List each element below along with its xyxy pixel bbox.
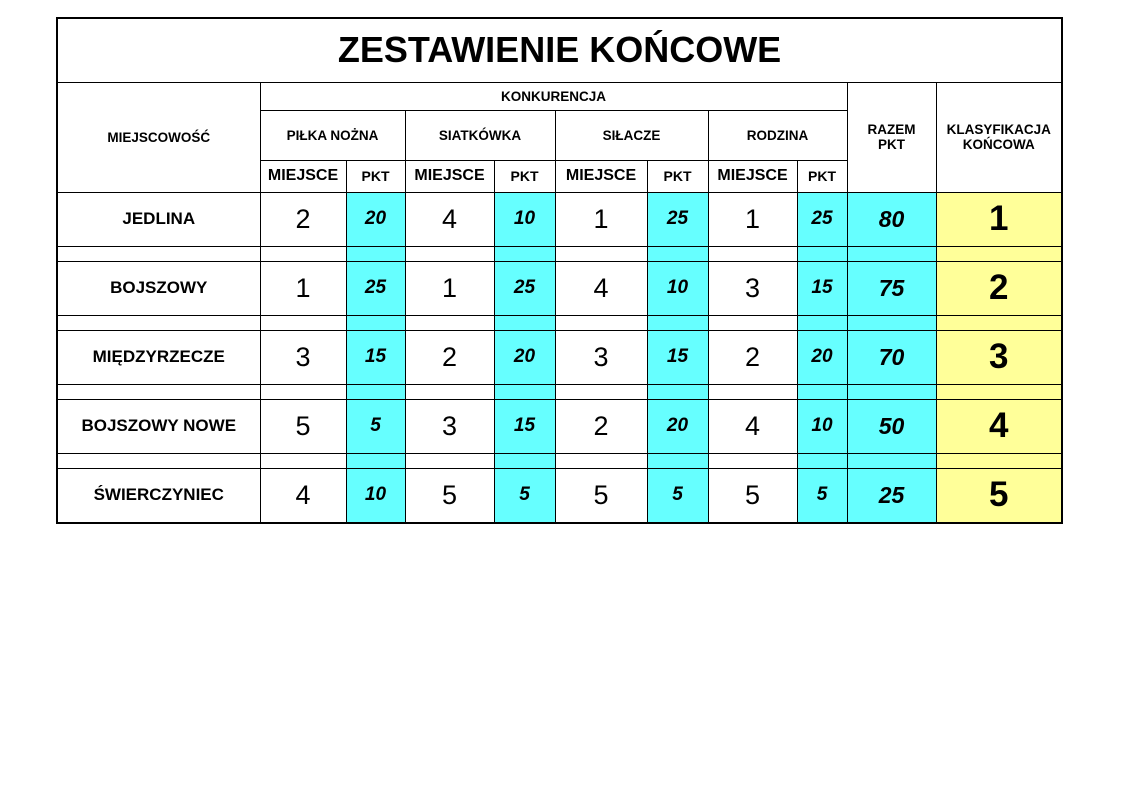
town-name: BOJSZOWY	[58, 261, 260, 315]
spacer-cell	[346, 315, 405, 330]
header-total-line1: RAZEM	[867, 122, 916, 137]
points-cell: 5	[797, 468, 847, 522]
place-cell: 5	[260, 399, 346, 453]
header-total-line2: PKT	[878, 137, 905, 152]
header-final-line2: KOŃCOWA	[962, 137, 1035, 152]
points-cell: 15	[647, 330, 708, 384]
spacer-cell	[260, 246, 346, 261]
spacer-cell	[58, 315, 260, 330]
spacer-cell	[58, 384, 260, 399]
spacer-row	[58, 453, 1061, 468]
header-final-line1: KLASYFIKACJA	[946, 122, 1051, 137]
subheader-points: PKT	[797, 160, 847, 192]
subheader-place: MIEJSCE	[555, 160, 647, 192]
place-cell: 5	[555, 468, 647, 522]
header-total	[847, 82, 936, 192]
spacer-cell	[647, 246, 708, 261]
points-cell: 10	[346, 468, 405, 522]
spacer-cell	[260, 315, 346, 330]
points-cell: 25	[797, 192, 847, 246]
table-row	[58, 468, 1061, 522]
place-cell: 4	[260, 468, 346, 522]
town-name: JEDLINA	[58, 192, 260, 246]
points-cell: 5	[494, 468, 555, 522]
header-final	[936, 82, 1061, 192]
points-cell: 5	[346, 399, 405, 453]
place-cell: 2	[555, 399, 647, 453]
final-rank-cell: 3	[936, 330, 1061, 384]
spacer-cell	[708, 315, 797, 330]
subheader-place: MIEJSCE	[260, 160, 346, 192]
total-points-cell: 50	[847, 399, 936, 453]
total-points-cell: 80	[847, 192, 936, 246]
subheader-points: PKT	[647, 160, 708, 192]
points-cell: 10	[797, 399, 847, 453]
header-discipline-football: PIŁKA NOŻNA	[260, 110, 405, 160]
points-cell: 10	[494, 192, 555, 246]
spacer-cell	[797, 384, 847, 399]
subheader-place: MIEJSCE	[405, 160, 494, 192]
spacer-cell	[647, 315, 708, 330]
place-cell: 1	[555, 192, 647, 246]
table-row	[58, 261, 1061, 315]
place-cell: 4	[405, 192, 494, 246]
place-cell: 4	[555, 261, 647, 315]
spacer-cell	[936, 453, 1061, 468]
results-sheet	[56, 17, 1063, 524]
final-rank-cell: 5	[936, 468, 1061, 522]
points-cell: 25	[494, 261, 555, 315]
spacer-row	[58, 384, 1061, 399]
spacer-cell	[405, 453, 494, 468]
place-cell: 2	[260, 192, 346, 246]
spacer-cell	[847, 384, 936, 399]
spacer-cell	[708, 246, 797, 261]
spacer-cell	[555, 246, 647, 261]
place-cell: 1	[708, 192, 797, 246]
spacer-cell	[555, 453, 647, 468]
place-cell: 5	[708, 468, 797, 522]
spacer-cell	[494, 246, 555, 261]
spacer-cell	[647, 384, 708, 399]
place-cell: 1	[260, 261, 346, 315]
final-rank-cell: 4	[936, 399, 1061, 453]
spacer-cell	[847, 315, 936, 330]
spacer-cell	[797, 453, 847, 468]
spacer-cell	[847, 453, 936, 468]
spacer-cell	[708, 384, 797, 399]
spacer-cell	[494, 315, 555, 330]
spacer-cell	[260, 453, 346, 468]
subheader-place: MIEJSCE	[708, 160, 797, 192]
place-cell: 3	[708, 261, 797, 315]
town-name: BOJSZOWY NOWE	[58, 399, 260, 453]
points-cell: 15	[797, 261, 847, 315]
place-cell: 2	[405, 330, 494, 384]
spacer-cell	[346, 453, 405, 468]
spacer-cell	[936, 384, 1061, 399]
spacer-cell	[405, 246, 494, 261]
spacer-cell	[936, 315, 1061, 330]
points-cell: 10	[647, 261, 708, 315]
spacer-row	[58, 315, 1061, 330]
place-cell: 4	[708, 399, 797, 453]
spacer-cell	[58, 453, 260, 468]
place-cell: 3	[260, 330, 346, 384]
points-cell: 20	[797, 330, 847, 384]
points-cell: 15	[346, 330, 405, 384]
points-cell: 20	[647, 399, 708, 453]
place-cell: 1	[405, 261, 494, 315]
points-cell: 5	[647, 468, 708, 522]
place-cell: 2	[708, 330, 797, 384]
spacer-cell	[346, 246, 405, 261]
spacer-row	[58, 246, 1061, 261]
spacer-cell	[58, 246, 260, 261]
table-row	[58, 399, 1061, 453]
header-discipline-strongman: SIŁACZE	[555, 110, 708, 160]
points-cell: 25	[346, 261, 405, 315]
spacer-cell	[555, 384, 647, 399]
spacer-cell	[346, 384, 405, 399]
spacer-cell	[797, 246, 847, 261]
spacer-cell	[555, 315, 647, 330]
table-row	[58, 330, 1061, 384]
spacer-cell	[405, 315, 494, 330]
header-town: MIEJSCOWOŚĆ	[58, 82, 260, 192]
points-cell: 15	[494, 399, 555, 453]
spacer-cell	[647, 453, 708, 468]
total-points-cell: 75	[847, 261, 936, 315]
points-cell: 20	[346, 192, 405, 246]
spacer-cell	[708, 453, 797, 468]
table-row	[58, 192, 1061, 246]
spacer-cell	[260, 384, 346, 399]
final-rank-cell: 2	[936, 261, 1061, 315]
place-cell: 5	[405, 468, 494, 522]
total-points-cell: 70	[847, 330, 936, 384]
page-title: ZESTAWIENIE KOŃCOWE	[58, 19, 1061, 82]
results-table	[58, 19, 1061, 522]
spacer-cell	[797, 315, 847, 330]
spacer-cell	[494, 453, 555, 468]
spacer-cell	[936, 246, 1061, 261]
spacer-cell	[494, 384, 555, 399]
place-cell: 3	[555, 330, 647, 384]
town-name: ŚWIERCZYNIEC	[58, 468, 260, 522]
subheader-points: PKT	[494, 160, 555, 192]
place-cell: 3	[405, 399, 494, 453]
total-points-cell: 25	[847, 468, 936, 522]
town-name: MIĘDZYRZECZE	[58, 330, 260, 384]
subheader-points: PKT	[346, 160, 405, 192]
header-discipline-volleyball: SIATKÓWKA	[405, 110, 555, 160]
spacer-cell	[847, 246, 936, 261]
spacer-cell	[405, 384, 494, 399]
final-rank-cell: 1	[936, 192, 1061, 246]
header-competition: KONKURENCJA	[260, 82, 847, 110]
points-cell: 25	[647, 192, 708, 246]
points-cell: 20	[494, 330, 555, 384]
header-discipline-family: RODZINA	[708, 110, 847, 160]
